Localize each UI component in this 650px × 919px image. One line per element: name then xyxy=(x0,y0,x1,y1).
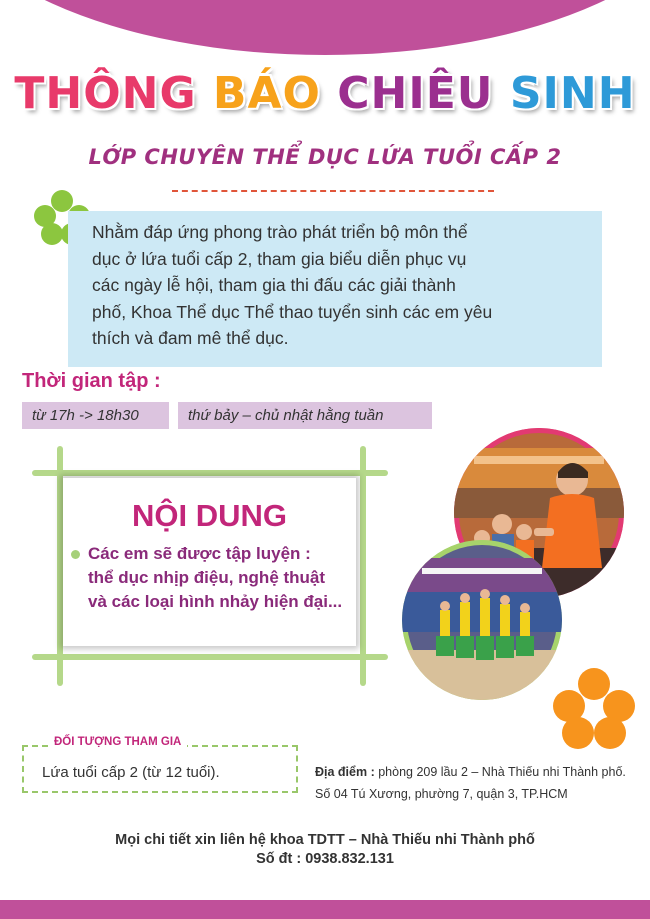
subtitle-divider xyxy=(172,190,494,192)
content-text xyxy=(88,542,350,614)
intro-line: phố, Khoa Thể dục Thể thao tuyển sinh các em yêu xyxy=(92,301,493,322)
title-word-4: SINH xyxy=(509,68,636,119)
address-label: Địa điểm : xyxy=(315,765,375,779)
flyer-subtitle: LỚP CHUYÊN THỂ DỤC LỨA TUỔI CẤP 2 xyxy=(88,145,562,169)
gymnastics-performance-photo xyxy=(402,540,562,700)
address-block xyxy=(315,761,645,805)
intro-line: các ngày lễ hội, tham gia thi đấu các giải thành xyxy=(92,275,456,295)
schedule-time: từ 17h -> 18h30 xyxy=(22,402,169,429)
title-word-1: THÔNG xyxy=(14,68,197,119)
clover-icon xyxy=(548,664,640,756)
title-word-3: CHIÊU xyxy=(337,68,494,119)
title-word-2: BÁO xyxy=(212,68,321,119)
target-label: ĐỐI TƯỢNG THAM GIA xyxy=(48,736,187,748)
content-line: Các em sẽ được tập luyện : xyxy=(88,544,311,563)
intro-box xyxy=(68,211,602,367)
intro-line: Nhằm đáp ứng phong trào phát triển bộ môn thể xyxy=(92,222,468,242)
header-band xyxy=(0,0,650,55)
phone-line: Số đt : 0938.832.131 xyxy=(256,851,394,867)
bullet-icon xyxy=(71,550,80,559)
schedule-label: Thời gian tập : xyxy=(22,370,161,392)
footer-band xyxy=(0,900,650,919)
intro-line: dục ở lứa tuổi cấp 2, tham gia biểu diễn phục vụ xyxy=(92,248,467,269)
contact-line: Mọi chi tiết xin liên hệ khoa TDTT – Nhà Thiếu nhi Thành phố xyxy=(115,832,535,848)
flyer-title xyxy=(0,68,650,119)
intro-paragraph xyxy=(92,219,584,352)
frame-bar-right xyxy=(360,446,366,686)
address-line-2: Số 04 Tú Xương, phường 7, quận 3, TP.HCM xyxy=(315,787,568,801)
content-line: thể dục nhịp điệu, nghệ thuật xyxy=(88,568,326,587)
schedule-days: thứ bảy – chủ nhật hằng tuần xyxy=(178,402,432,429)
intro-line: thích và đam mê thể dục. xyxy=(92,328,289,348)
content-line: và các loại hình nhảy hiện đại... xyxy=(88,592,343,611)
frame-bar-bottom xyxy=(32,654,388,660)
frame-bar-top xyxy=(32,470,388,476)
content-card xyxy=(63,478,356,646)
address-line-1: phòng 209 lầu 2 – Nhà Thiếu nhi Thành phố. xyxy=(374,765,626,779)
content-title: NỘI DUNG xyxy=(132,498,287,533)
target-value: Lứa tuổi cấp 2 (từ 12 tuổi). xyxy=(42,764,220,781)
